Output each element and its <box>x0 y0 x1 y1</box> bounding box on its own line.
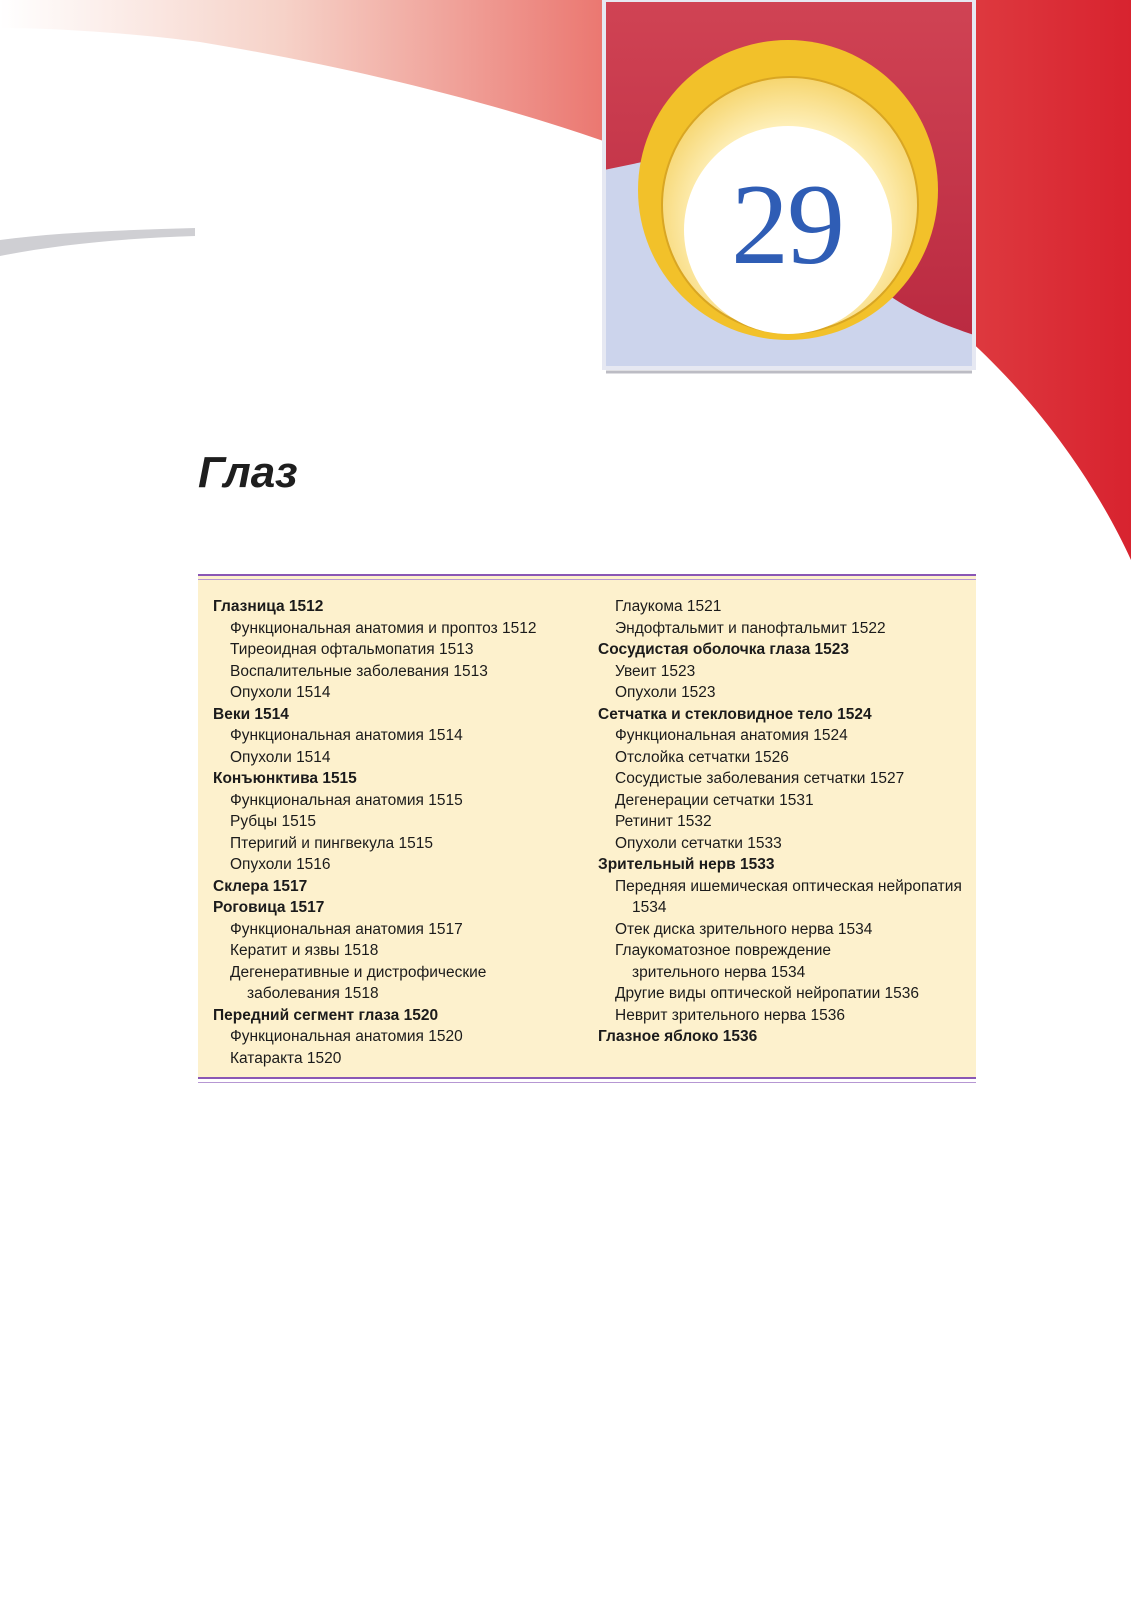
toc-entry[interactable]: Сосудистые заболевания сетчатки 1527 <box>615 770 905 787</box>
toc-entry[interactable]: Отслойка сетчатки 1526 <box>615 748 789 766</box>
toc-entry[interactable]: Глаукома 1521 <box>615 598 722 615</box>
toc-entry[interactable]: Функциональная анатомия 1520 <box>230 1028 463 1045</box>
toc-entry[interactable]: Дегенеративные и дистрофические <box>230 963 487 981</box>
toc-entry[interactable]: Функциональная анатомия 1514 <box>230 727 463 744</box>
toc-entry[interactable]: Глазница 1512 <box>213 598 324 615</box>
toc-entry[interactable]: Склера 1517 <box>213 877 308 895</box>
toc-entry[interactable]: Воспалительные заболевания 1513 <box>230 662 488 680</box>
toc-entry[interactable]: заболевания 1518 <box>247 985 379 1002</box>
toc-left-column <box>213 596 583 1069</box>
toc-entry[interactable]: Веки 1514 <box>213 705 289 723</box>
toc-entry[interactable]: Другие виды оптической нейропатии 1536 <box>615 985 920 1002</box>
toc-entry[interactable]: Птеригий и пингвекула 1515 <box>230 834 433 852</box>
toc-entry[interactable]: Катаракта 1520 <box>230 1049 342 1067</box>
toc-entry[interactable]: Ретинит 1532 <box>615 813 712 830</box>
chapter-header-decoration <box>0 0 1131 600</box>
toc-entry[interactable]: Опухоли 1514 <box>230 684 331 701</box>
toc-entry[interactable]: Передняя ишемическая оптическая нейропатия <box>615 877 962 895</box>
toc-entry[interactable]: Кератит и язвы 1518 <box>230 942 379 959</box>
toc-entry[interactable]: Увеит 1523 <box>615 662 696 680</box>
toc-entry[interactable]: Сосудистая оболочка глаза 1523 <box>598 641 850 658</box>
toc-entry[interactable]: Неврит зрительного нерва 1536 <box>615 1006 845 1024</box>
toc-entry[interactable]: Глаукоматозное повреждение <box>615 942 832 959</box>
toc-right-column <box>598 596 970 1048</box>
toc-entry[interactable]: Функциональная анатомия 1524 <box>615 727 848 744</box>
toc-entry[interactable]: Отек диска зрительного нерва 1534 <box>615 920 873 938</box>
toc-entry[interactable]: Сетчатка и стекловидное тело 1524 <box>598 705 872 723</box>
toc-top-rule <box>198 574 976 576</box>
toc-entry[interactable]: Функциональная анатомия 1515 <box>230 791 463 809</box>
toc-entry[interactable]: зрительного нерва 1534 <box>632 963 806 981</box>
toc-entry[interactable]: Роговица 1517 <box>213 899 325 916</box>
toc-entry[interactable]: Глазное яблоко 1536 <box>598 1028 758 1045</box>
toc-entry[interactable]: Функциональная анатомия и проптоз 1512 <box>230 619 537 637</box>
toc-entry[interactable]: Опухоли 1514 <box>230 748 331 766</box>
toc-entry[interactable]: Опухоли 1516 <box>230 856 331 873</box>
toc-entry[interactable]: Конъюнктива 1515 <box>213 770 357 787</box>
chapter-number: 29 <box>731 161 843 289</box>
toc-entry[interactable]: Передний сегмент глаза 1520 <box>213 1006 439 1024</box>
toc-entry[interactable]: Зрительный нерв 1533 <box>598 856 775 873</box>
toc-entry[interactable]: 1534 <box>632 899 667 916</box>
toc-entry[interactable]: Дегенерации сетчатки 1531 <box>615 791 814 809</box>
toc-top-rule-thin <box>198 579 976 580</box>
toc-bottom-rule <box>198 1077 976 1079</box>
toc-bottom-rule-thin <box>198 1082 976 1083</box>
toc-entry[interactable]: Функциональная анатомия 1517 <box>230 920 463 938</box>
toc-entry[interactable]: Опухоли сетчатки 1533 <box>615 834 782 852</box>
toc-entry[interactable]: Тиреоидная офтальмопатия 1513 <box>230 641 474 658</box>
toc-entry[interactable]: Опухоли 1523 <box>615 684 716 701</box>
chapter-title: Глаз <box>198 448 298 497</box>
toc-entry[interactable]: Рубцы 1515 <box>230 813 316 830</box>
toc-entry[interactable]: Эндофтальмит и панофтальмит 1522 <box>615 619 886 637</box>
